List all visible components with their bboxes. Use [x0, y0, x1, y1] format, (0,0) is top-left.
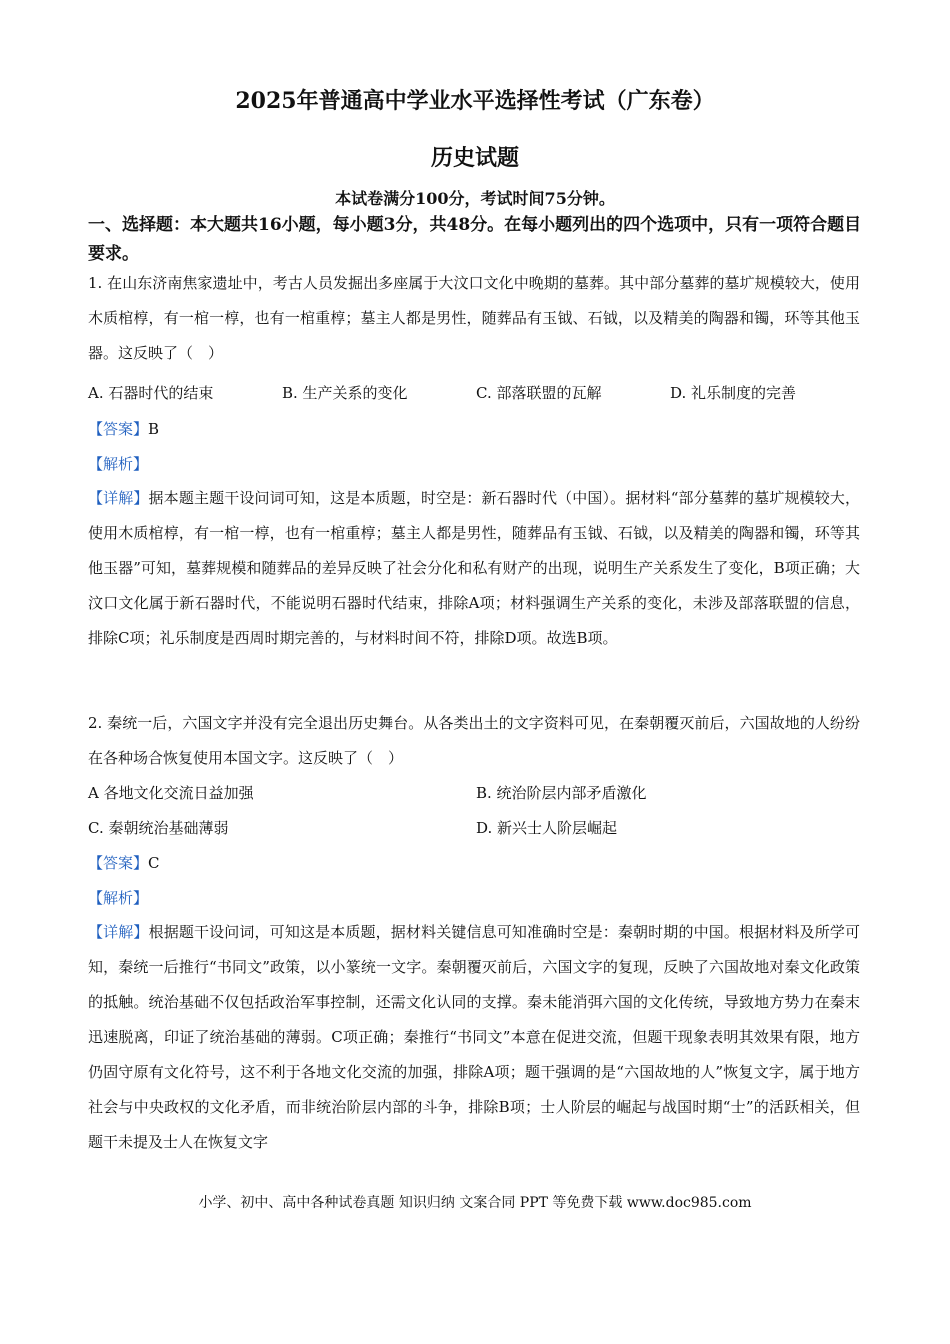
subject-title: 历史试题 — [430, 145, 519, 171]
q2-answer — [88, 853, 160, 873]
question-1-stem: 1. 在山东济南焦家遗址中，考古人员发掘出多座属于大汶口文化中晚期的墓葬。其中部分墓葬的墓圹规模较大，使用木质棺椁，有一棺一椁，也有一棺重椁；墓主人都是男性，随葬品有玉钺、石钺，以及精美的陶器和镯，环等其他玉器。这反映了（ ） — [88, 274, 860, 362]
q1-option-a: A. 石器时代的结束 — [88, 384, 214, 402]
q2-answer-tag: 【答案】 — [88, 854, 149, 872]
q1-option-c: C. 部落联盟的瓦解 — [476, 384, 602, 402]
q1-detail-text: 据本题主题干设问词可知，这是本质题，时空是：新石器时代（中国）。据材料“部分墓葬的墓圹规模较大，使用木质棺椁，有一棺一椁，也有一棺重椁；墓主人都是男性，随葬品有玉钺、石钺，以及精美的陶器和镯，环等其他玉器”可知，墓葬规模和随葬品的差异反映了社会分化和私有财产的出现，说明生产关系发生了变化，B项正确；大汶口文化属于新石器时代，不能说明石器时代结束，排除A项；材料强调生产关系的变化，未涉及部落联盟的信息，排除C项；礼乐制度是西周时期完善的，与材料时间不符，排除D项。故选B项。 — [88, 489, 860, 647]
q2-option-b: B. 统治阶层内部矛盾激化 — [476, 784, 647, 802]
q1-answer-value: B — [148, 420, 160, 438]
q2-detail — [88, 915, 860, 1171]
exam-title: 2025年普通高中学业水平选择性考试（广东卷） — [235, 88, 715, 114]
q2-option-d: D. 新兴士人阶层崛起 — [476, 819, 618, 837]
exam-note: 本试卷满分100分，考试时间75分钟。 — [335, 189, 615, 208]
q2-detail-tag: 【详解】 — [88, 923, 149, 941]
q2-analysis-tag: 【解析】 — [88, 889, 149, 907]
page-footer: 小学、初中、高中各种试卷真题 知识归纳 文案合同 PPT 等免费下载 www.doc985.com — [198, 1195, 752, 1211]
q1-answer-tag: 【答案】 — [88, 420, 149, 438]
q2-detail-text: 根据题干设问词，可知这是本质题，据材料关键信息可知准确时空是：秦朝时期的中国。根据材料及所学可知，秦统一后推行“书同文”政策，以小篆统一文字。秦朝覆灭前后，六国文字的复现，反映了六国故地对秦文化政策的抵触。统治基础不仅包括政治军事控制，还需文化认同的支撑。秦未能消弭六国的文化传统，导致地方势力在秦末迅速脱离，印证了统治基础的薄弱。C项正确；秦推行“书同文”本意在促进交流，但题干现象表明其效果有限，地方仍固守原有文化符号，这不利于各地文化交流的加强，排除A项；题干强调的是“六国故地的人”恢复文字，属于地方社会与中央政权的文化矛盾，而非统治阶层内部的斗争，排除B项；士人阶层的崛起与战国时期“士”的活跃相关，但题干未提及士人在恢复文字 — [88, 923, 860, 1151]
q2-answer-value: C — [148, 854, 160, 872]
question-2-stem: 2. 秦统一后，六国文字并没有完全退出历史舞台。从各类出土的文字资料可见，在秦朝覆灭前后，六国故地的人纷纷在各种场合恢复使用本国文字。这反映了（ ） — [88, 714, 860, 767]
q1-analysis-tag: 【解析】 — [88, 455, 149, 473]
q1-detail — [88, 481, 860, 656]
q1-option-b: B. 生产关系的变化 — [282, 384, 408, 402]
q1-answer — [88, 419, 159, 439]
q2-option-a: A 各地文化交流日益加强 — [88, 784, 254, 802]
section-heading: 一、选择题：本大题共16小题，每小题3分，共48分。在每小题列出的四个选项中，只有一项符合题目要求。 — [88, 215, 862, 264]
q1-detail-tag: 【详解】 — [88, 489, 149, 507]
q1-option-d: D. 礼乐制度的完善 — [670, 384, 797, 402]
q2-option-c: C. 秦朝统治基础薄弱 — [88, 819, 229, 837]
